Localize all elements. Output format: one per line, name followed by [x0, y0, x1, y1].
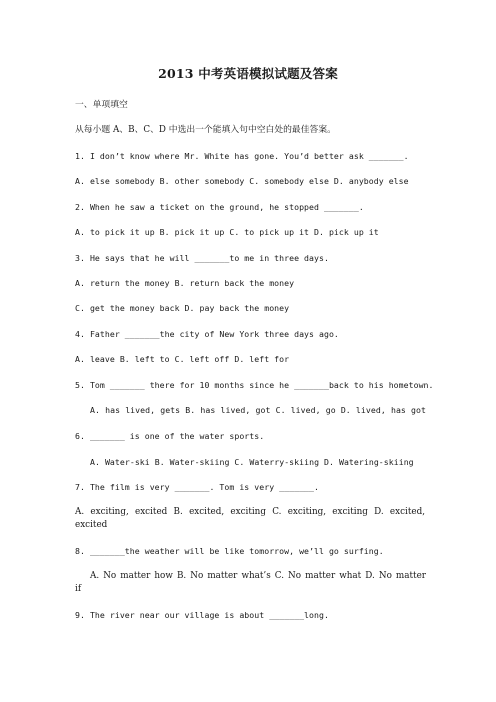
question-6: 6. _______ is one of the water sports.	[75, 431, 265, 441]
question-5: 5. Tom _______ there for 10 months since he _______back to his hometown.	[75, 380, 434, 390]
question-6-options: A. Water-ski B. Water-skiing C. Waterry-skiing D. Watering-skiing	[90, 457, 414, 467]
question-4-options: A. leave B. left to C. left off D. left for	[75, 354, 290, 364]
question-3: 3. He says that he will _______to me in three days.	[75, 253, 329, 263]
question-7-options: A. exciting, excited B. excited, exciting C. exciting, exciting D. excited,	[75, 507, 425, 517]
question-2-options: A. to pick it up B. pick it up C. to pick up it D. pick up it	[75, 227, 379, 237]
question-4: 4. Father _______the city of New York three days ago.	[75, 329, 339, 339]
question-7-options-cont: excited	[75, 520, 108, 530]
question-7: 7. The film is very _______. Tom is very _______.	[75, 482, 319, 492]
question-3-options-ab: A. return the money B. return back the money	[75, 278, 295, 288]
question-1-options: A. else somebody B. other somebody C. somebody else D. anybody else	[75, 176, 409, 186]
question-9: 9. The river near our village is about _______long.	[75, 610, 329, 620]
instruction-text: 从每小题 A、B、C、D 中选出一个能填入句中空白处的最佳答案。	[75, 125, 336, 135]
question-8: 8. _______the weather will be like tomorrow, we’ll go surfing.	[75, 546, 384, 556]
question-5-options: A. has lived, gets B. has lived, got C. lived, go D. lived, has got	[90, 405, 426, 415]
question-2: 2. When he saw a ticket on the ground, he stopped _______.	[75, 202, 364, 212]
question-3-options-cd: C. get the money back D. pay back the money	[75, 303, 290, 313]
question-1: 1. I don’t know where Mr. White has gone. You’d better ask _______.	[75, 151, 409, 161]
section-heading: 一、单项填空	[75, 100, 128, 110]
question-8-options: A. No matter how B. No matter what’s C. No matter what D. No matter	[90, 571, 426, 581]
page-title: 2013 中考英语模拟试题及答案	[158, 66, 338, 81]
question-8-options-cont: if	[75, 584, 82, 594]
